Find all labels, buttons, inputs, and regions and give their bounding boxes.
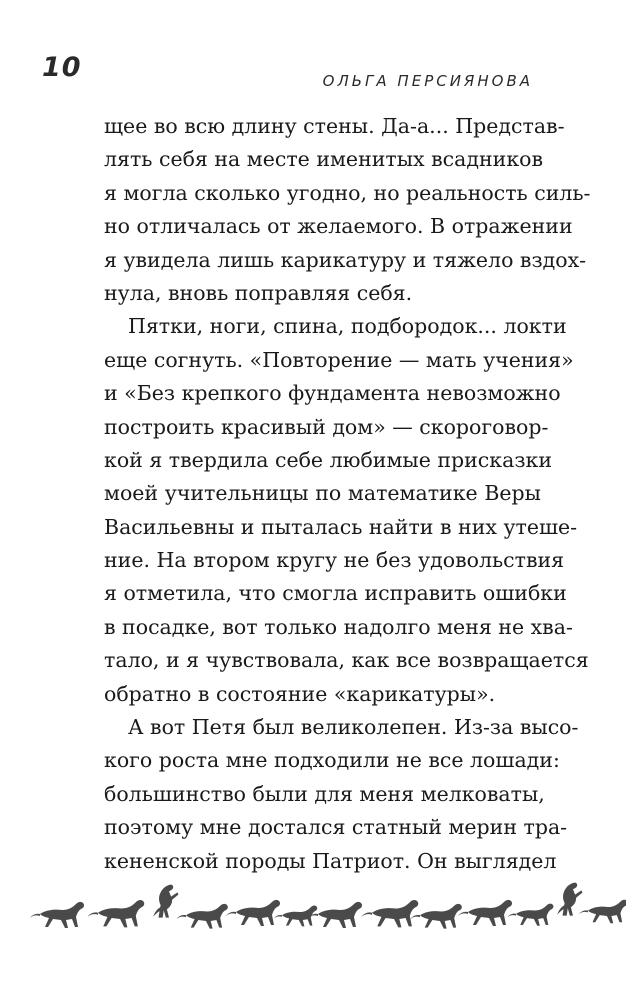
text-line: кой я твердила себе любимые присказки bbox=[104, 447, 552, 472]
text-line: я увидела лишь карикатуру и тяжело вздох- bbox=[104, 247, 587, 272]
horse-silhouette-icon bbox=[226, 900, 280, 926]
text-line: ние. На втором кругу не без удовольствия bbox=[104, 548, 565, 573]
text-line: я отметила, что смогла исправить ошибки bbox=[104, 581, 567, 606]
text-line: лять себя на месте именитых всадников bbox=[104, 147, 544, 172]
horse-silhouette-icon bbox=[88, 900, 145, 927]
text-line: моей учительницы по математике Веры bbox=[104, 481, 541, 506]
text-line: щее во всю длину стены. Да-а... Представ- bbox=[104, 114, 565, 138]
horse-silhouette-icon bbox=[30, 902, 84, 928]
text-line: кененской породы Патриот. Он выглядел bbox=[104, 848, 557, 873]
text-line: и «Без крепкого фундамента невозможно bbox=[104, 381, 561, 406]
horse-silhouette-icon bbox=[508, 904, 554, 926]
text-line: построить красивый дом» — скороговор- bbox=[104, 414, 549, 439]
text-line: большинство были для меня мелковаты, bbox=[104, 781, 545, 806]
text-line: Васильевны и пыталась найти в них утеше- bbox=[104, 514, 578, 539]
text-line: еще согнуть. «Повторение — мать учения» bbox=[104, 347, 574, 372]
text-line: но отличалась от желаемого. В отражении bbox=[104, 214, 573, 239]
horse-silhouette-icon bbox=[153, 885, 178, 918]
body-text bbox=[104, 110, 591, 878]
text-line: тало, и я чувствовала, как все возвращается bbox=[104, 648, 589, 673]
horse-silhouette-icon bbox=[557, 883, 582, 916]
text-line: А вот Петя был великолепен. Из-за высо- bbox=[128, 715, 579, 740]
text-line: я могла сколько угодно, но реальность силь- bbox=[104, 180, 591, 205]
text-line: Пятки, ноги, спина, подбородок... локти bbox=[128, 314, 567, 339]
running-horses-icon bbox=[36, 872, 626, 942]
horse-silhouette-icon bbox=[362, 900, 419, 927]
text-line: нула, вновь поправляя себя. bbox=[104, 280, 413, 305]
text-line: поэтому мне достался статный мерин тра- bbox=[104, 815, 568, 840]
running-head-author: ОЛЬГА ПЕРСИЯНОВА bbox=[322, 72, 533, 90]
text-line: в посадке, вот только надолго меня не хва- bbox=[104, 614, 573, 639]
horse-silhouette-icon bbox=[177, 904, 228, 929]
horse-silhouette-icon bbox=[411, 904, 462, 929]
horse-silhouette-icon bbox=[579, 900, 626, 923]
page-number: 10 bbox=[42, 52, 82, 83]
text-line: обратно в состояние «карикатуры». bbox=[104, 681, 496, 706]
text-line: кого роста мне подходили не все лошади: bbox=[104, 748, 560, 773]
horse-silhouette-icon bbox=[458, 900, 512, 926]
horse-silhouette-icon bbox=[308, 902, 362, 928]
